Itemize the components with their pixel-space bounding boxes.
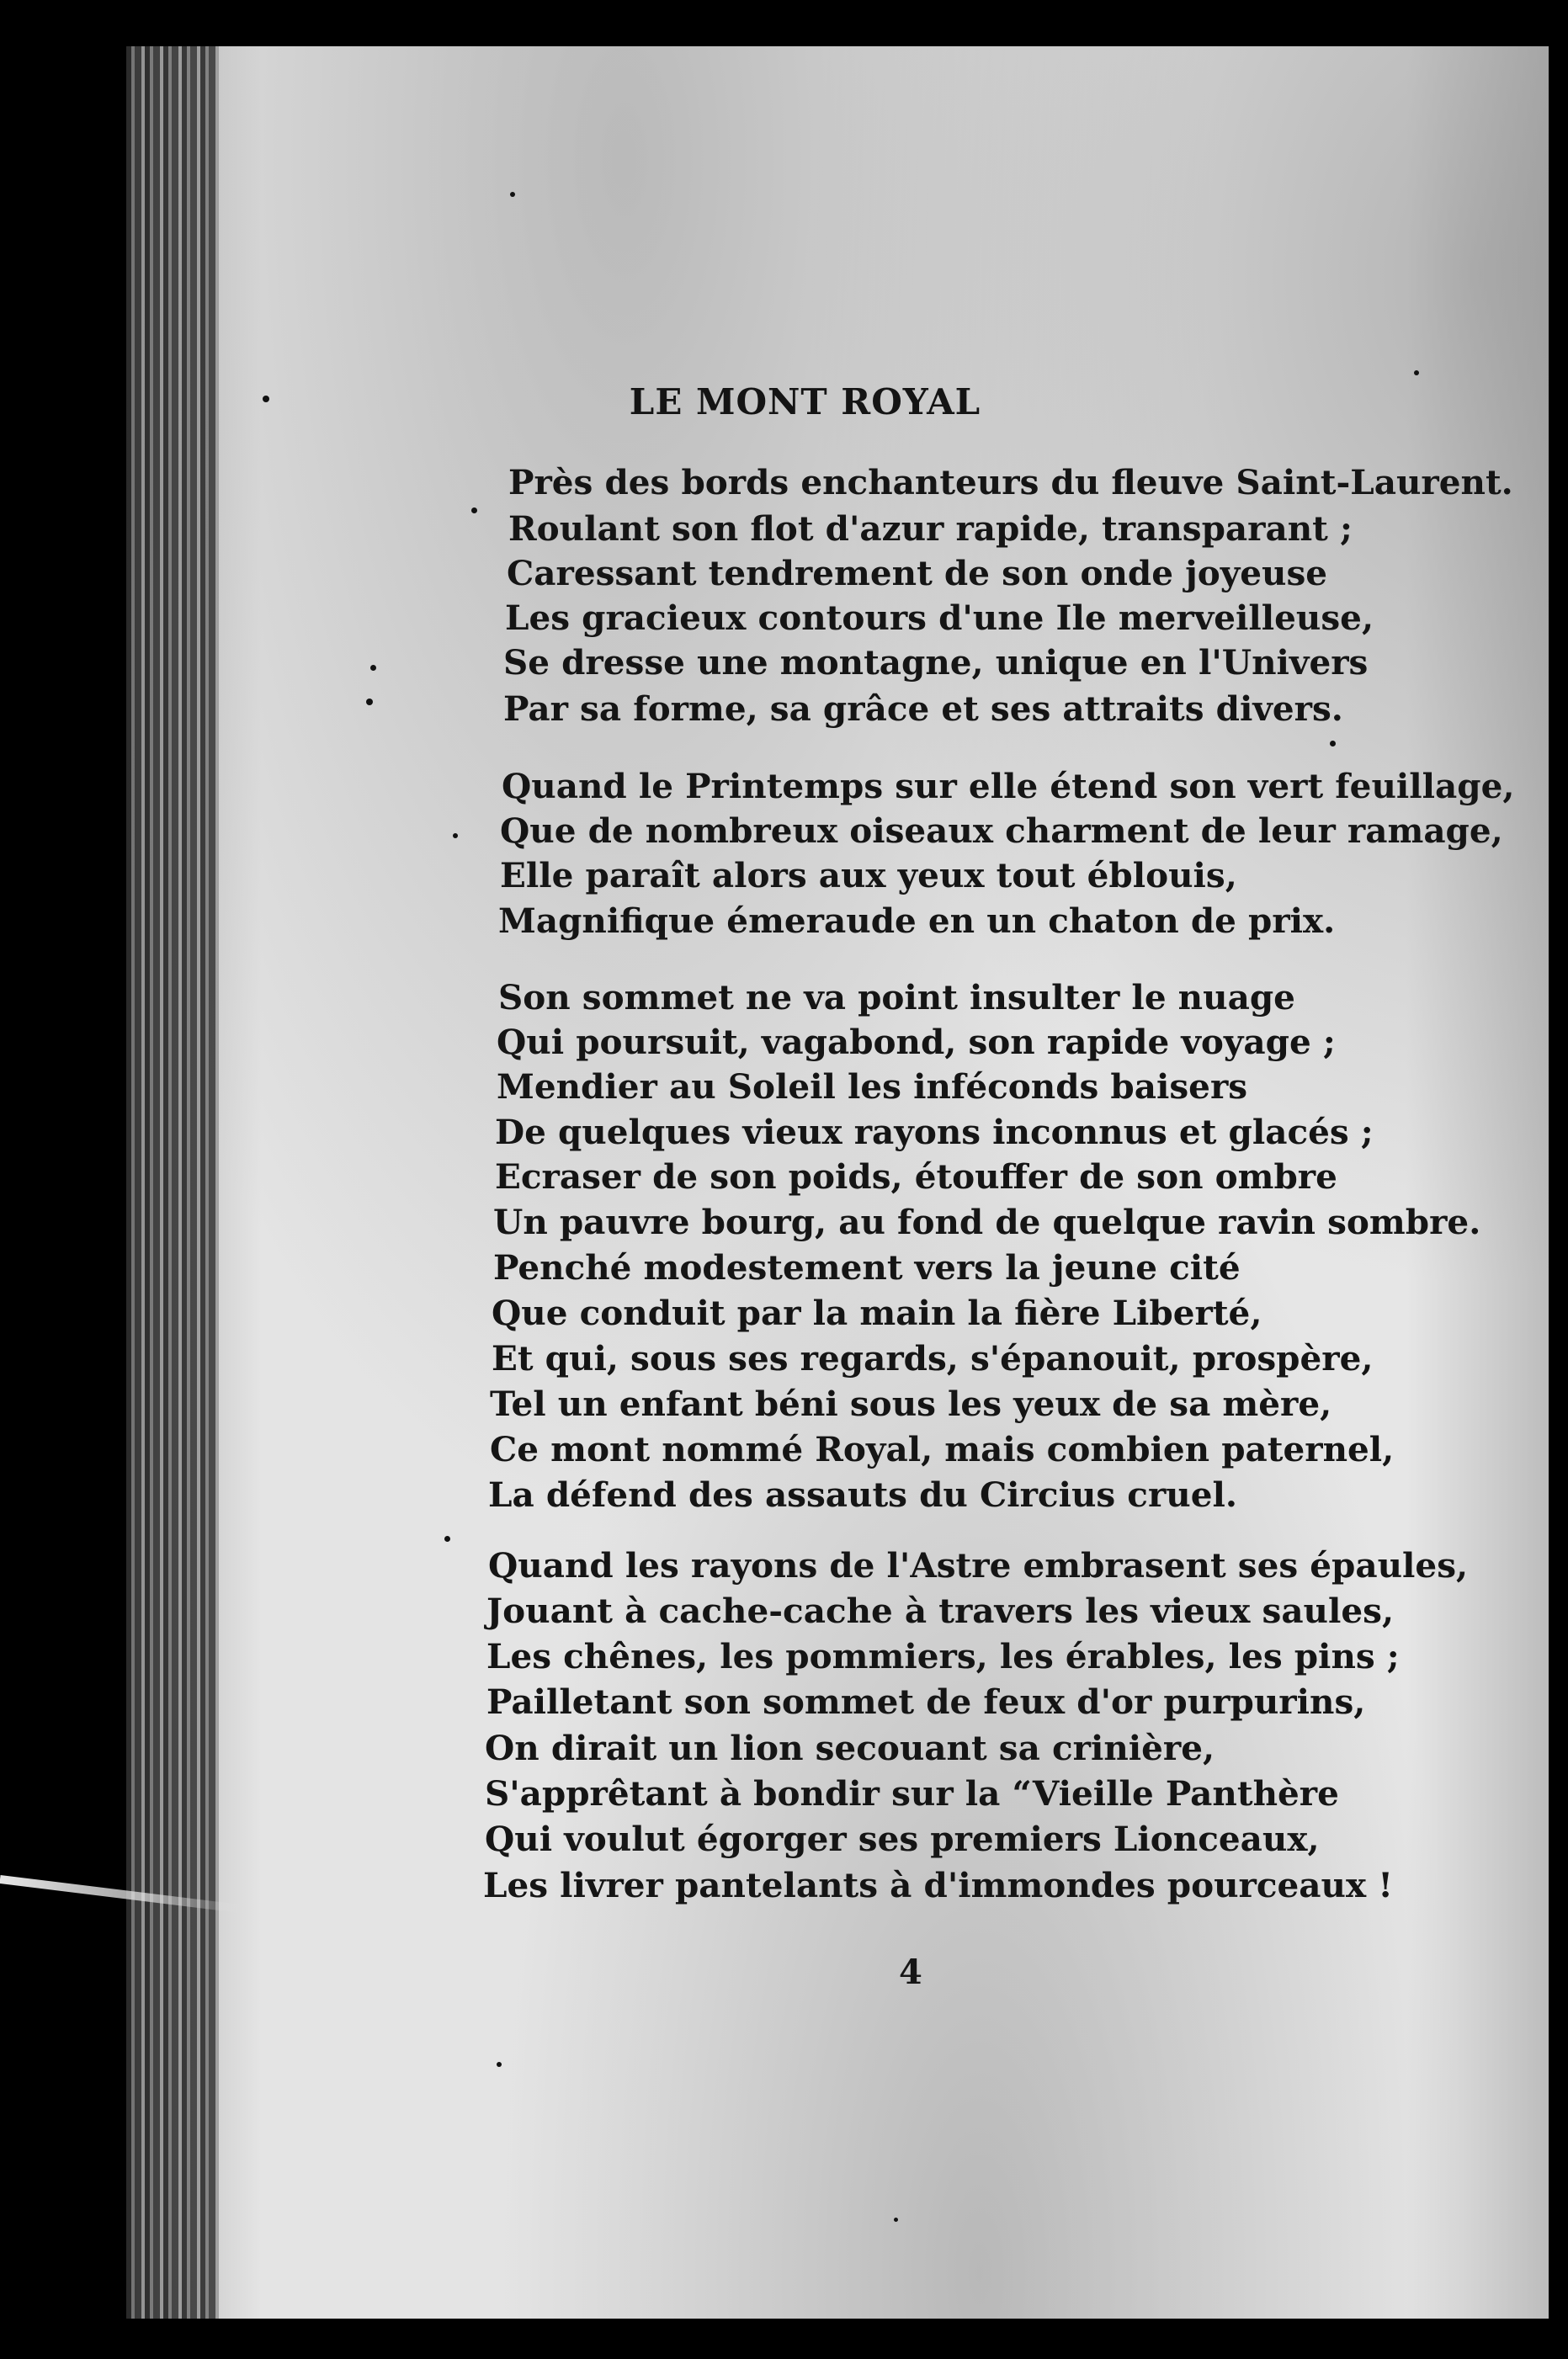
verse-line: Quand les rayons de l'Astre embrasent ses épaules, <box>488 1545 1469 1586</box>
verse-line: Jouant à cache-cache à travers les vieux saules, <box>486 1591 1395 1631</box>
verse-line: La défend des assauts du Circius cruel. <box>488 1474 1237 1515</box>
verse-line: Elle paraît alors aux yeux tout éblouis, <box>500 855 1237 895</box>
speck <box>370 665 376 671</box>
speck <box>894 2218 898 2222</box>
verse-line: Qui poursuit, vagabond, son rapide voyage ; <box>497 1022 1336 1062</box>
verse-line: Que de nombreux oiseaux charment de leur ramage, <box>500 810 1503 851</box>
verse-line: Les chênes, les pommiers, les érables, les pins ; <box>486 1636 1400 1676</box>
speck <box>444 1536 450 1542</box>
speck <box>497 2062 502 2067</box>
page-number: 4 <box>899 1953 922 1992</box>
verse-line: De quelques vieux rayons inconnus et glacés ; <box>495 1112 1374 1152</box>
verse-line: Ce mont nommé Royal, mais combien paternel, <box>490 1429 1395 1469</box>
verse-line: Ecraser de son poids, étouffer de son ombre <box>495 1156 1337 1197</box>
speck <box>510 192 515 197</box>
verse-line: Roulant son flot d'azur rapide, transparant ; <box>508 508 1353 549</box>
verse-line: Un pauvre bourg, au fond de quelque ravin sombre. <box>493 1202 1481 1242</box>
speck <box>1330 741 1336 746</box>
verse-line: Les livrer pantelants à d'immondes pourceaux ! <box>483 1865 1394 1905</box>
verse-line: Quand le Printemps sur elle étend son vert feuillage, <box>502 766 1515 806</box>
verse-line: Qui voulut égorger ses premiers Lionceaux, <box>485 1819 1320 1859</box>
verse-line: On dirait un lion secouant sa crinière, <box>485 1728 1215 1768</box>
verse-line: Et qui, sous ses regards, s'épanouit, prospère, <box>492 1338 1374 1379</box>
verse-line: Les gracieux contours d'une Ile merveilleuse, <box>505 598 1374 638</box>
verse-line: Près des bords enchanteurs du fleuve Saint-Laurent. <box>508 462 1513 502</box>
poem-title: LE MONT ROYAL <box>629 381 981 422</box>
verse-line: Son sommet ne va point insulter le nuage <box>498 977 1295 1017</box>
speck <box>453 833 458 838</box>
speck <box>1414 370 1419 375</box>
verse-line: Que conduit par la main la fière Liberté, <box>492 1293 1262 1333</box>
verse-line: Magnifique émeraude en un chaton de prix. <box>498 901 1336 941</box>
speck <box>471 507 477 513</box>
verse-line: S'apprêtant à bondir sur la “Vieille Panthère <box>485 1773 1339 1814</box>
verse-line: Penché modestement vers la jeune cité <box>493 1247 1241 1288</box>
verse-line: Tel un enfant béni sous les yeux de sa mère, <box>490 1384 1332 1424</box>
verse-line: Se dresse une montagne, unique en l'Univers <box>503 642 1369 683</box>
verse-line: Pailletant son sommet de feux d'or purpurins, <box>486 1682 1366 1722</box>
speck <box>366 699 373 705</box>
verse-line: Caressant tendrement de son onde joyeuse <box>507 553 1328 593</box>
verse-line: Mendier au Soleil les inféconds baisers <box>497 1066 1248 1107</box>
verse-line: Par sa forme, sa grâce et ses attraits divers. <box>503 688 1343 729</box>
